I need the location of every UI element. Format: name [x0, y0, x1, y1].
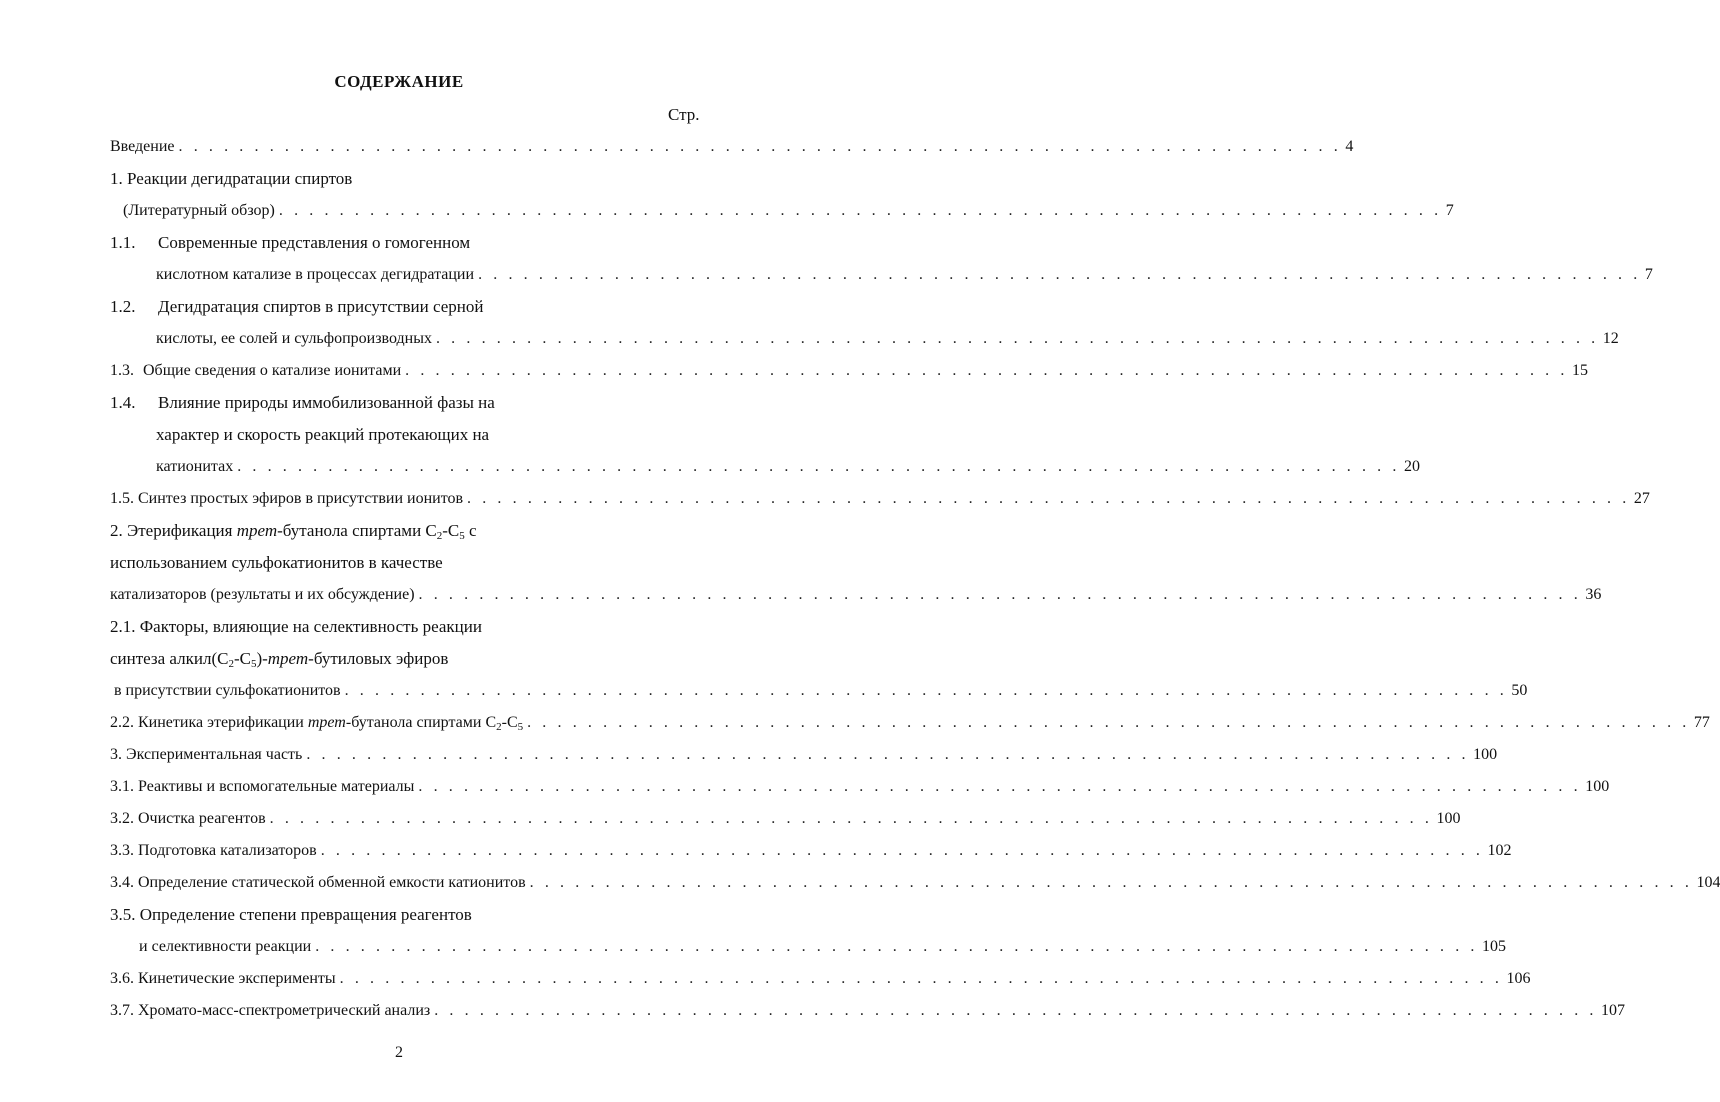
subscript: 2: [436, 530, 443, 542]
toc-page-number: 7: [1644, 266, 1653, 283]
toc-entry-number: 1.4.: [110, 393, 136, 412]
toc-page-number: 20: [1404, 458, 1420, 475]
toc-entry-text: Подготовка катализаторов: [138, 842, 317, 859]
subscript: 5: [517, 721, 524, 733]
toc-entry-number: 3.5.: [110, 905, 136, 924]
toc-entry-number: 3.1.: [110, 778, 134, 795]
toc-page-number: 102: [1487, 842, 1512, 859]
toc-entry-text: Этерификация: [127, 521, 233, 540]
toc-entry-text: )-: [256, 649, 268, 668]
dot-leader: . . . . . . . . . . . . . . . . . . . . . . . . . . . . . . . . . . . . . . . . . . . . . . . . . . . . . . . . . . . . . . . . . . . . . . . . . . . . .: [278, 202, 1442, 219]
toc-entry-text: Введение: [110, 138, 175, 155]
toc-entry-text: -бутанола спиртами C: [277, 521, 437, 540]
toc-entry-text: Современные представления о гомогенном: [158, 233, 471, 252]
toc-entry-text: Кинетика этерификации: [138, 714, 304, 731]
toc-entry-number: 3.7.: [110, 1002, 134, 1019]
toc-entry-text: Общие сведения о катализе ионитами: [143, 362, 402, 379]
toc-entry-text: характер и скорость реакций протекающих на: [156, 425, 490, 444]
toc-entry-text: Факторы, влияющие на селективность реакции: [139, 617, 482, 636]
toc-entry-number: 1.: [110, 169, 123, 188]
dot-leader: . . . . . . . . . . . . . . . . . . . . . . . . . . . . . . . . . . . . . . . . . . . . . . . . . . . . . . . . . . . . . . . . . . . . . . . . . . . . .: [467, 490, 1630, 507]
toc-entry-italic: трет: [307, 714, 346, 731]
toc-entry-2-1-line1[interactable]: [110, 615, 482, 639]
toc-page-number: 107: [1601, 1002, 1626, 1019]
dot-leader: . . . . . . . . . . . . . . . . . . . . . . . . . . . . . . . . . . . . . . . . . . . . . . . . . . . . . . . . . . . . . . . . . . . . . . . . . . . . .: [269, 810, 1433, 827]
subscript: 5: [459, 530, 465, 542]
toc-entry-2-line3[interactable]: [110, 583, 1602, 607]
toc-entry-2-line1[interactable]: [110, 519, 477, 543]
toc-page-number: 4: [1345, 138, 1354, 155]
dot-leader: . . . . . . . . . . . . . . . . . . . . . . . . . . . . . . . . . . . . . . . . . . . . . . . . . . . . . . . . . . . . . . . . . . . . . . . . . . . . .: [320, 842, 1484, 859]
toc-page-number: 100: [1473, 746, 1498, 763]
toc-page-number: 36: [1585, 586, 1602, 603]
toc-entry-text: Реакции дегидратации спиртов: [127, 169, 353, 188]
dot-leader: . . . . . . . . . . . . . . . . . . . . . . . . . . . . . . . . . . . . . . . . . . . . . . . . . . . . . . . . . . . . . . . . . . . . . . . . . . . . .: [418, 586, 1582, 603]
dot-leader: . . . . . . . . . . . . . . . . . . . . . . . . . . . . . . . . . . . . . . . . . . . . . . . . . . . . . . . . . . . . . . . . . . . . . . . . . . . . .: [237, 458, 1400, 475]
toc-entry-number: 3.3.: [110, 842, 134, 859]
toc-entry-number: 3.6.: [110, 970, 134, 987]
toc-entry-number: 2.: [110, 521, 123, 540]
toc-entry-text: кислотном катализе в процессах дегидратации: [156, 266, 475, 283]
toc-entry-2-1-line2[interactable]: [110, 647, 448, 671]
toc-page-number: 104: [1696, 874, 1720, 891]
toc-entry-text: в присутствии сульфокатионитов: [114, 682, 341, 699]
toc-entry-text: Определение статической обменной емкости катионитов: [138, 874, 526, 891]
toc-entry-text: -бутиловых эфиров: [308, 649, 449, 668]
toc-entry-number: 2.1.: [110, 617, 136, 636]
page-title: СОДЕРЖАНИЕ: [334, 72, 464, 91]
toc-entry-2-2[interactable]: [110, 711, 1710, 735]
toc-entry-number: 3.: [110, 746, 122, 763]
toc-page-number: 7: [1445, 202, 1454, 219]
toc-entry-3-5-line1[interactable]: [110, 903, 472, 927]
dot-leader: . . . . . . . . . . . . . . . . . . . . . . . . . . . . . . . . . . . . . . . . . . . . . . . . . . . . . . . . . . . . . . . . . . . . . . . . . . . . .: [405, 362, 1568, 379]
page-column-header: Стр.: [668, 105, 700, 124]
toc-entry-text: кислоты, ее солей и сульфопроизводных: [156, 330, 432, 347]
toc-page-number: 12: [1602, 330, 1619, 347]
dot-leader: . . . . . . . . . . . . . . . . . . . . . . . . . . . . . . . . . . . . . . . . . . . . . . . . . . . . . . . . . . . . . . . . . . . . . . . . . . . . .: [529, 874, 1693, 891]
toc-entry-text: использованием сульфокатионитов в качестве: [110, 553, 443, 572]
toc-entry-text: катионитах: [156, 458, 234, 475]
dot-leader: . . . . . . . . . . . . . . . . . . . . . . . . . . . . . . . . . . . . . . . . . . . . . . . . . . . . . . . . . . . . . . . . . . . . . . . . . . . . .: [478, 266, 1641, 283]
toc-entry-text: [138, 711, 523, 735]
dot-leader: . . . . . . . . . . . . . . . . . . . . . . . . . . . . . . . . . . . . . . . . . . . . . . . . . . . . . . . . . . . . . . . . . . . . . . . . . . . . .: [315, 938, 1479, 955]
toc-entry-3-4[interactable]: [110, 871, 1720, 895]
toc-page-number: 15: [1571, 362, 1588, 379]
toc-entry-text: (Литературный обзор): [123, 202, 275, 219]
toc-entry-text: -C: [442, 521, 460, 540]
toc-entry-3-1[interactable]: [110, 775, 1610, 799]
toc-entry-1-2-line2[interactable]: [156, 327, 1619, 351]
toc-entry-text: с: [464, 521, 477, 540]
subscript: 2: [496, 721, 502, 733]
dot-leader: . . . . . . . . . . . . . . . . . . . . . . . . . . . . . . . . . . . . . . . . . . . . . . . . . . . . . . . . . . . . . . . . . . . . . . . . . . . . .: [344, 682, 1508, 699]
toc-entry-text: Экспериментальная часть: [126, 746, 303, 763]
dot-leader: . . . . . . . . . . . . . . . . . . . . . . . . . . . . . . . . . . . . . . . . . . . . . . . . . . . . . . . . . . . . . . . . . . . . . . . . . . . . .: [435, 330, 1599, 347]
toc-entry-text: -C: [233, 649, 251, 668]
toc-entry-text: Влияние природы иммобилизованной фазы на: [158, 393, 495, 412]
toc-entry-text: катализаторов (результаты и их обсуждение): [110, 586, 415, 603]
subscript: 5: [250, 658, 257, 670]
dot-leader: . . . . . . . . . . . . . . . . . . . . . . . . . . . . . . . . . . . . . . . . . . . . . . . . . . . . . . . . . . . . . . . . . . . . . . . . . . . . .: [306, 746, 1470, 763]
toc-entry-number: 1.5.: [110, 490, 134, 507]
toc-entry-3-6[interactable]: [110, 967, 1531, 991]
toc-entry-3-5-line2[interactable]: [139, 935, 1507, 959]
toc-entry-text: Очистка реагентов: [138, 810, 266, 827]
toc-entry-text: Реактивы и вспомогательные материалы: [138, 778, 415, 795]
toc-entry-number: 2.2.: [110, 714, 134, 731]
toc-entry-text: Дегидратация спиртов в присутствии серной: [158, 297, 484, 316]
toc-entry-text: синтеза алкил(C: [110, 649, 229, 668]
toc-entry-text: Кинетические эксперименты: [138, 970, 336, 987]
toc-entry-1-1-line2[interactable]: [156, 263, 1653, 287]
toc-entry-text: Хромато-масс-спектрометрический анализ: [138, 1002, 431, 1019]
toc-entry-1-5[interactable]: [110, 487, 1650, 511]
toc-page-number: 27: [1633, 490, 1650, 507]
toc-entry-1-line1[interactable]: [110, 167, 352, 191]
toc-entry-italic: трет: [236, 521, 278, 540]
toc-entry-number: 3.4.: [110, 874, 134, 891]
toc-entry-2-1-line3[interactable]: [114, 679, 1528, 703]
toc-entry-italic: трет: [267, 649, 309, 668]
toc-entry-text: Синтез простых эфиров в присутствии ионитов: [138, 490, 464, 507]
subscript: 2: [228, 658, 234, 670]
dot-leader: . . . . . . . . . . . . . . . . . . . . . . . . . . . . . . . . . . . . . . . . . . . . . . . . . . . . . . . . . . . . . . . . . . . . . . . . . . . . .: [178, 138, 1342, 155]
toc-entry-1-line2[interactable]: [123, 199, 1454, 223]
toc-entry-1-3[interactable]: [110, 359, 1588, 383]
toc-entry-1-4-line2[interactable]: [156, 423, 489, 447]
toc-page-number: 100: [1585, 778, 1610, 795]
toc-entry-text: Определение степени превращения реагентов: [139, 905, 472, 924]
dot-leader: . . . . . . . . . . . . . . . . . . . . . . . . . . . . . . . . . . . . . . . . . . . . . . . . . . . . . . . . . . . . . . . . . . . . . . . . . . . . .: [527, 714, 1690, 731]
dot-leader: . . . . . . . . . . . . . . . . . . . . . . . . . . . . . . . . . . . . . . . . . . . . . . . . . . . . . . . . . . . . . . . . . . . . . . . . . . . . .: [434, 1002, 1598, 1019]
toc-page-number: 77: [1693, 714, 1710, 731]
dot-leader: . . . . . . . . . . . . . . . . . . . . . . . . . . . . . . . . . . . . . . . . . . . . . . . . . . . . . . . . . . . . . . . . . . . . . . . . . . . . .: [418, 778, 1582, 795]
toc-entry-text: -бутанола спиртами C: [345, 714, 497, 731]
toc-entry-3-3[interactable]: [110, 839, 1512, 863]
toc-entry-3-7[interactable]: [110, 999, 1626, 1023]
toc-page-number: 100: [1436, 810, 1461, 827]
toc-entry-number: 3.2.: [110, 810, 134, 827]
toc-entry-number: 1.3.: [110, 362, 134, 379]
toc-entry-1-4-line3[interactable]: [156, 455, 1420, 479]
toc-entry-intro[interactable]: [110, 135, 1354, 159]
toc-entry-text: -C: [501, 714, 518, 731]
toc-page-number: 105: [1482, 938, 1507, 955]
toc-entry-2-line2[interactable]: [110, 551, 443, 575]
toc-entry-number: 1.2.: [110, 297, 136, 316]
dot-leader: . . . . . . . . . . . . . . . . . . . . . . . . . . . . . . . . . . . . . . . . . . . . . . . . . . . . . . . . . . . . . . . . . . . . . . . . . . . . .: [339, 970, 1503, 987]
toc-entry-text: и селективности реакции: [139, 938, 312, 955]
toc-entry-number: 1.1.: [110, 233, 136, 252]
toc-page-number: 50: [1511, 682, 1528, 699]
toc-page-number: 106: [1506, 970, 1531, 987]
toc-entry-3[interactable]: [110, 743, 1498, 767]
toc-entry-3-2[interactable]: [110, 807, 1461, 831]
page-number-footer: 2: [395, 1044, 403, 1061]
